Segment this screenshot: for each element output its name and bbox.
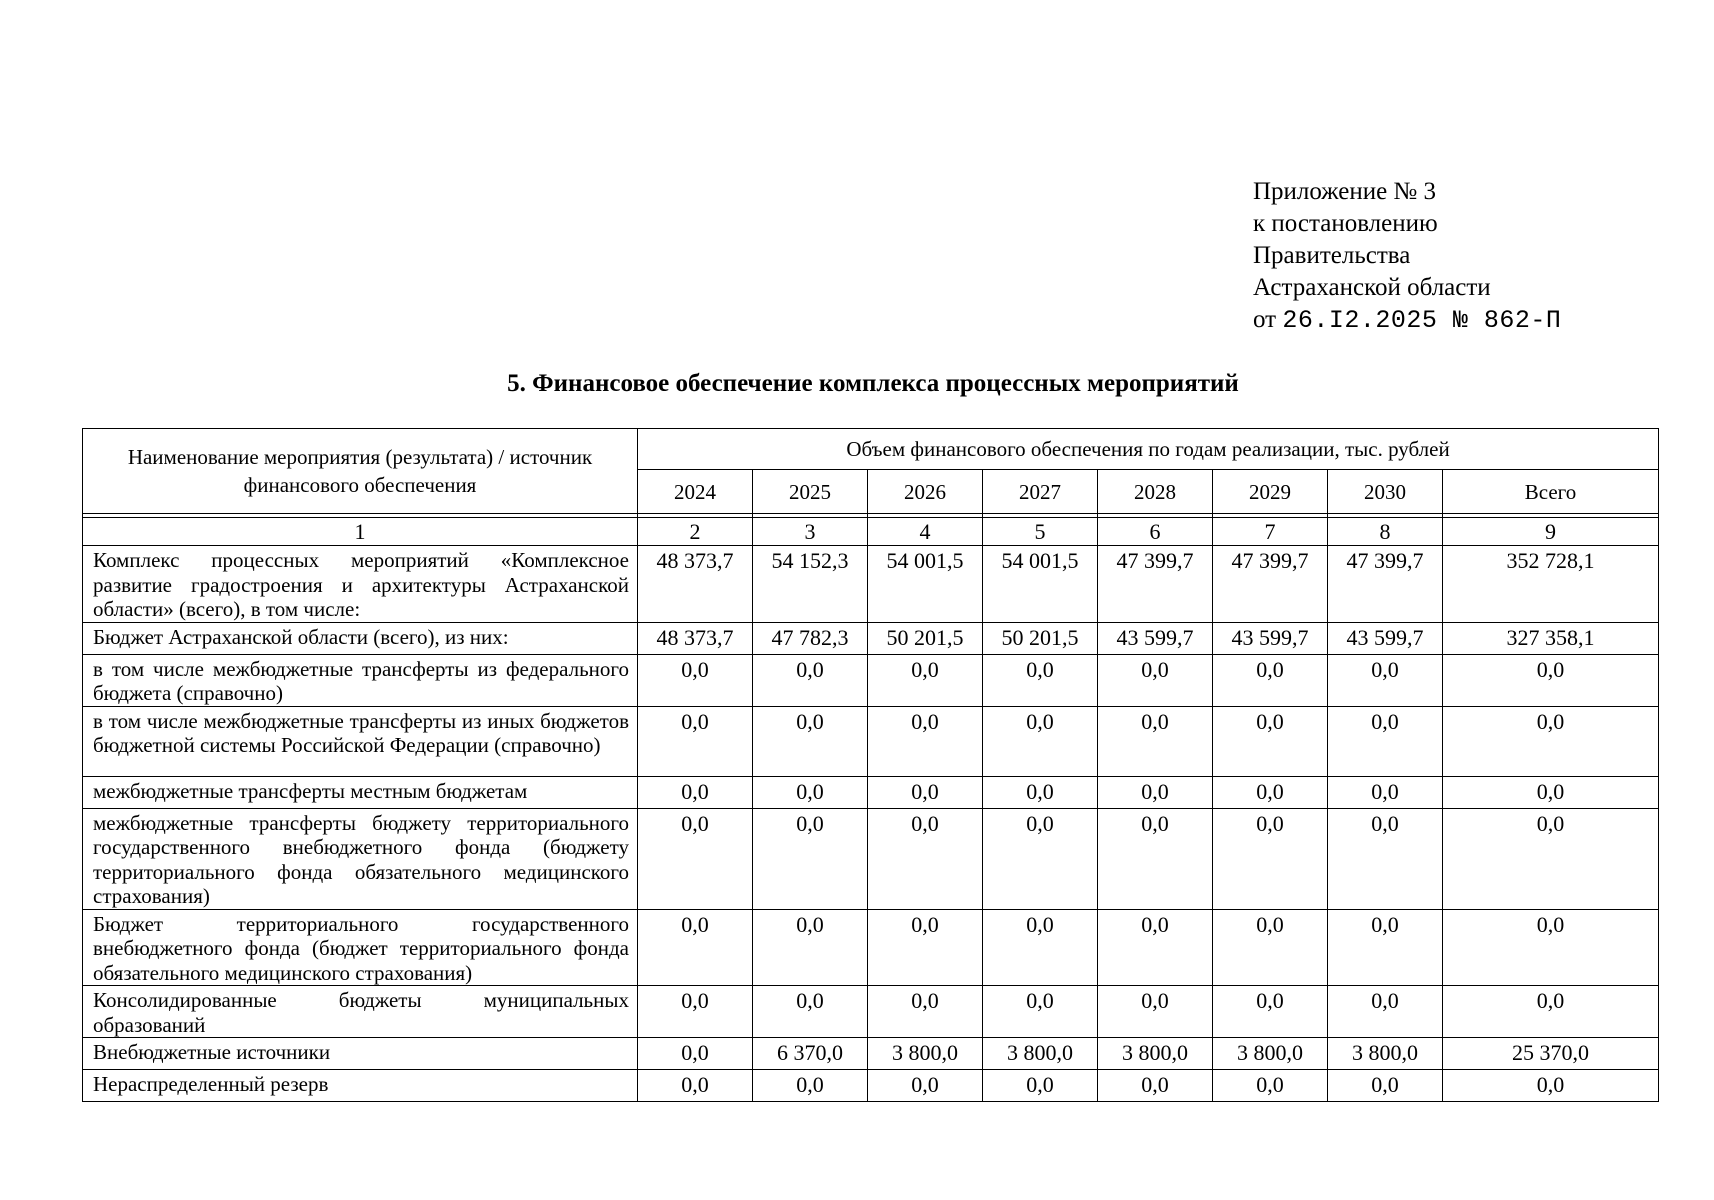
column-number-1: 2 — [638, 518, 753, 546]
row-name: Комплекс процессных мероприятий «Комплексное развитие градостроения и архитектуры Астраханской области» (всего), в том числе: — [83, 546, 638, 623]
row-value-6: 0,0 — [1328, 706, 1443, 776]
column-number-0: 1 — [83, 518, 638, 546]
row-value-3: 0,0 — [983, 1070, 1098, 1102]
row-name: Нераспределенный резерв — [83, 1070, 638, 1102]
row-value-1: 0,0 — [753, 909, 868, 986]
row-value-4: 43 599,7 — [1098, 622, 1213, 654]
year-header-5: 2029 — [1213, 470, 1328, 514]
row-value-7: 0,0 — [1443, 1070, 1659, 1102]
row-value-2: 0,0 — [868, 909, 983, 986]
row-value-2: 0,0 — [868, 986, 983, 1038]
row-value-7: 0,0 — [1443, 808, 1659, 909]
row-value-2: 0,0 — [868, 706, 983, 776]
appendix-date-value: 26.I2.2025 № 862-П — [1282, 306, 1562, 335]
year-header-3: 2027 — [983, 470, 1098, 514]
row-name: в том числе межбюджетные трансферты из федерального бюджета (справочно) — [83, 654, 638, 706]
name-column-header: Наименование мероприятия (результата) / источник финансового обеспечения — [83, 429, 638, 514]
row-value-6: 0,0 — [1328, 654, 1443, 706]
year-header-2: 2026 — [868, 470, 983, 514]
row-value-7: 0,0 — [1443, 986, 1659, 1038]
header-row-group — [83, 429, 1659, 470]
row-value-4: 0,0 — [1098, 776, 1213, 808]
row-value-1: 47 782,3 — [753, 622, 868, 654]
year-header-0: 2024 — [638, 470, 753, 514]
row-value-6: 3 800,0 — [1328, 1038, 1443, 1070]
column-number-8: 9 — [1443, 518, 1659, 546]
row-value-2: 0,0 — [868, 1070, 983, 1102]
section-title: 5. Финансовое обеспечение комплекса процессных мероприятий — [507, 370, 1239, 397]
row-value-5: 3 800,0 — [1213, 1038, 1328, 1070]
row-value-3: 54 001,5 — [983, 546, 1098, 623]
year-header-1: 2025 — [753, 470, 868, 514]
row-value-7: 0,0 — [1443, 909, 1659, 986]
row-name: в том числе межбюджетные трансферты из иных бюджетов бюджетной системы Российской Федерации (справочно) — [83, 706, 638, 776]
appendix-block — [1253, 176, 1561, 337]
row-value-4: 0,0 — [1098, 909, 1213, 986]
row-value-1: 54 152,3 — [753, 546, 868, 623]
row-value-0: 48 373,7 — [638, 546, 753, 623]
table-row — [83, 808, 1659, 909]
row-value-1: 0,0 — [753, 706, 868, 776]
row-value-4: 0,0 — [1098, 1070, 1213, 1102]
row-value-7: 0,0 — [1443, 706, 1659, 776]
row-value-7: 0,0 — [1443, 776, 1659, 808]
row-name: межбюджетные трансферты бюджету территориального государственного внебюджетного фонда (бюджету территориального фонда обязательного медицинского страхования) — [83, 808, 638, 909]
row-value-1: 0,0 — [753, 986, 868, 1038]
row-value-4: 0,0 — [1098, 986, 1213, 1038]
appendix-date-prefix: от — [1253, 306, 1277, 333]
row-name: Консолидированные бюджеты муниципальных образований — [83, 986, 638, 1038]
appendix-date-line — [1253, 304, 1561, 337]
appendix-line-3: Правительства — [1253, 242, 1411, 269]
row-value-0: 0,0 — [638, 654, 753, 706]
row-value-5: 0,0 — [1213, 1070, 1328, 1102]
row-value-6: 0,0 — [1328, 986, 1443, 1038]
row-value-0: 0,0 — [638, 1038, 753, 1070]
row-value-6: 43 599,7 — [1328, 622, 1443, 654]
row-value-3: 0,0 — [983, 986, 1098, 1038]
row-value-6: 0,0 — [1328, 909, 1443, 986]
row-value-5: 0,0 — [1213, 776, 1328, 808]
table-row — [83, 546, 1659, 623]
row-value-3: 0,0 — [983, 909, 1098, 986]
row-value-4: 3 800,0 — [1098, 1038, 1213, 1070]
row-value-2: 3 800,0 — [868, 1038, 983, 1070]
row-value-5: 43 599,7 — [1213, 622, 1328, 654]
row-value-0: 0,0 — [638, 706, 753, 776]
row-value-2: 0,0 — [868, 776, 983, 808]
group-column-header: Объем финансового обеспечения по годам реализации, тыс. рублей — [638, 429, 1659, 470]
row-value-1: 0,0 — [753, 1070, 868, 1102]
row-value-2: 50 201,5 — [868, 622, 983, 654]
row-value-7: 0,0 — [1443, 654, 1659, 706]
row-value-1: 6 370,0 — [753, 1038, 868, 1070]
column-number-6: 7 — [1213, 518, 1328, 546]
row-value-5: 47 399,7 — [1213, 546, 1328, 623]
row-value-4: 0,0 — [1098, 808, 1213, 909]
row-value-1: 0,0 — [753, 654, 868, 706]
row-value-6: 0,0 — [1328, 1070, 1443, 1102]
year-header-7: Всего — [1443, 470, 1659, 514]
row-value-4: 0,0 — [1098, 654, 1213, 706]
row-value-7: 327 358,1 — [1443, 622, 1659, 654]
row-value-5: 0,0 — [1213, 654, 1328, 706]
row-value-0: 0,0 — [638, 776, 753, 808]
financing-table — [82, 428, 1659, 1102]
row-value-5: 0,0 — [1213, 986, 1328, 1038]
column-number-3: 4 — [868, 518, 983, 546]
appendix-line-4: Астраханской области — [1253, 274, 1491, 301]
row-value-7: 25 370,0 — [1443, 1038, 1659, 1070]
column-number-5: 6 — [1098, 518, 1213, 546]
row-value-2: 54 001,5 — [868, 546, 983, 623]
row-value-4: 47 399,7 — [1098, 546, 1213, 623]
table-row — [83, 1038, 1659, 1070]
row-value-5: 0,0 — [1213, 808, 1328, 909]
row-value-3: 0,0 — [983, 776, 1098, 808]
row-value-0: 0,0 — [638, 1070, 753, 1102]
table-row — [83, 622, 1659, 654]
row-value-4: 0,0 — [1098, 706, 1213, 776]
table-row — [83, 1070, 1659, 1102]
row-value-6: 0,0 — [1328, 776, 1443, 808]
row-value-5: 0,0 — [1213, 706, 1328, 776]
row-value-1: 0,0 — [753, 808, 868, 909]
row-value-0: 0,0 — [638, 808, 753, 909]
column-number-row — [83, 518, 1659, 546]
column-number-2: 3 — [753, 518, 868, 546]
row-value-0: 0,0 — [638, 986, 753, 1038]
row-value-3: 0,0 — [983, 808, 1098, 909]
row-value-6: 47 399,7 — [1328, 546, 1443, 623]
table-row — [83, 706, 1659, 776]
row-value-3: 3 800,0 — [983, 1038, 1098, 1070]
appendix-line-1: Приложение № 3 — [1253, 178, 1437, 205]
row-value-3: 50 201,5 — [983, 622, 1098, 654]
row-value-0: 48 373,7 — [638, 622, 753, 654]
table-row — [83, 776, 1659, 808]
table-row — [83, 909, 1659, 986]
table-row — [83, 986, 1659, 1038]
year-header-6: 2030 — [1328, 470, 1443, 514]
row-name: Бюджет Астраханской области (всего), из них: — [83, 622, 638, 654]
row-name: межбюджетные трансферты местным бюджетам — [83, 776, 638, 808]
row-value-2: 0,0 — [868, 808, 983, 909]
row-value-0: 0,0 — [638, 909, 753, 986]
row-value-5: 0,0 — [1213, 909, 1328, 986]
row-value-7: 352 728,1 — [1443, 546, 1659, 623]
row-value-2: 0,0 — [868, 654, 983, 706]
column-number-4: 5 — [983, 518, 1098, 546]
column-number-7: 8 — [1328, 518, 1443, 546]
year-header-4: 2028 — [1098, 470, 1213, 514]
row-value-3: 0,0 — [983, 654, 1098, 706]
row-name: Внебюджетные источники — [83, 1038, 638, 1070]
table-row — [83, 654, 1659, 706]
row-name: Бюджет территориального государственного внебюджетного фонда (бюджет территориального фонда обязательного медицинского страхования) — [83, 909, 638, 986]
row-value-1: 0,0 — [753, 776, 868, 808]
appendix-line-2: к постановлению — [1253, 210, 1438, 237]
row-value-6: 0,0 — [1328, 808, 1443, 909]
row-value-3: 0,0 — [983, 706, 1098, 776]
